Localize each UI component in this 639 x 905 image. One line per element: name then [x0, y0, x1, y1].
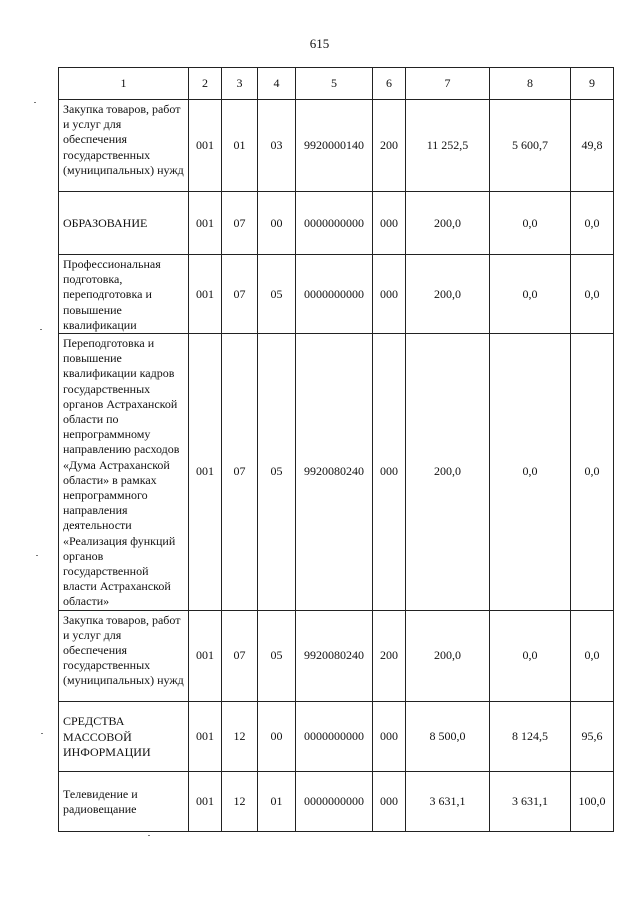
- row-name: СРЕДСТВА МАССОВОЙ ИНФОРМАЦИИ: [59, 701, 189, 771]
- cell-col6: 000: [373, 701, 406, 771]
- cell-col4: 00: [258, 192, 296, 255]
- cell-col6: 000: [373, 334, 406, 611]
- header-cell-1: 1: [59, 68, 189, 100]
- cell-col3: 01: [222, 100, 258, 192]
- cell-col9: 0,0: [571, 192, 614, 255]
- table-row: [59, 255, 614, 334]
- cell-col3: 07: [222, 610, 258, 701]
- table-row: [59, 771, 614, 831]
- cell-col4: 05: [258, 610, 296, 701]
- cell-col4: 03: [258, 100, 296, 192]
- cell-col8: 0,0: [490, 334, 571, 611]
- cell-col5: 0000000000: [296, 255, 373, 334]
- cell-col3: 07: [222, 255, 258, 334]
- cell-col2: 001: [189, 255, 222, 334]
- cell-col6: 200: [373, 610, 406, 701]
- table-row: [59, 610, 614, 701]
- cell-col6: 000: [373, 771, 406, 831]
- budget-table: [58, 67, 614, 832]
- cell-col5: 9920080240: [296, 334, 373, 611]
- header-cell-4: 4: [258, 68, 296, 100]
- cell-col5: 0000000000: [296, 192, 373, 255]
- table-row: [59, 334, 614, 611]
- row-name: ОБРАЗОВАНИЕ: [59, 192, 189, 255]
- table-row: [59, 701, 614, 771]
- cell-col8: 3 631,1: [490, 771, 571, 831]
- cell-col7: 200,0: [406, 192, 490, 255]
- cell-col8: 5 600,7: [490, 100, 571, 192]
- cell-col5: 9920000140: [296, 100, 373, 192]
- scan-speck: [148, 835, 150, 836]
- cell-col7: 200,0: [406, 255, 490, 334]
- header-cell-8: 8: [490, 68, 571, 100]
- cell-col2: 001: [189, 771, 222, 831]
- header-row: [59, 68, 614, 100]
- cell-col4: 05: [258, 255, 296, 334]
- row-name: Закупка товаров, работ и услуг для обеспечения государственных (муниципальных) нужд: [59, 610, 189, 701]
- page-number: 615: [309, 36, 330, 51]
- cell-col7: 11 252,5: [406, 100, 490, 192]
- table-row: [59, 100, 614, 192]
- header-cell-6: 6: [373, 68, 406, 100]
- row-name: Закупка товаров, работ и услуг для обеспечения государственных (муниципальных) нужд: [59, 100, 189, 192]
- cell-col8: 0,0: [490, 192, 571, 255]
- cell-col6: 000: [373, 255, 406, 334]
- scan-speck: [41, 733, 43, 734]
- header-cell-3: 3: [222, 68, 258, 100]
- cell-col9: 0,0: [571, 255, 614, 334]
- cell-col9: 0,0: [571, 334, 614, 611]
- cell-col9: 100,0: [571, 771, 614, 831]
- scan-speck: [34, 102, 36, 103]
- cell-col8: 0,0: [490, 610, 571, 701]
- cell-col2: 001: [189, 334, 222, 611]
- row-name: Переподготовка и повышение квалификации кадров государственных органов Астраханской области по непрограммному направлению расходов «Дума Астраханской области» в рамках непрограммного направления деятельности «Реализация функций органов государственной власти Астраханской области»: [59, 334, 189, 611]
- cell-col7: 3 631,1: [406, 771, 490, 831]
- scan-speck: [36, 555, 38, 556]
- row-name: Профессиональная подготовка, переподготовка и повышение квалификации: [59, 255, 189, 334]
- cell-col4: 01: [258, 771, 296, 831]
- cell-col7: 8 500,0: [406, 701, 490, 771]
- cell-col2: 001: [189, 610, 222, 701]
- cell-col9: 49,8: [571, 100, 614, 192]
- cell-col7: 200,0: [406, 610, 490, 701]
- cell-col2: 001: [189, 192, 222, 255]
- header-cell-2: 2: [189, 68, 222, 100]
- cell-col9: 95,6: [571, 701, 614, 771]
- cell-col8: 8 124,5: [490, 701, 571, 771]
- cell-col2: 001: [189, 100, 222, 192]
- header-cell-7: 7: [406, 68, 490, 100]
- cell-col4: 05: [258, 334, 296, 611]
- scan-speck: [40, 329, 42, 330]
- header-cell-9: 9: [571, 68, 614, 100]
- cell-col5: 0000000000: [296, 701, 373, 771]
- cell-col3: 12: [222, 701, 258, 771]
- cell-col3: 07: [222, 192, 258, 255]
- cell-col7: 200,0: [406, 334, 490, 611]
- header-cell-5: 5: [296, 68, 373, 100]
- cell-col3: 12: [222, 771, 258, 831]
- cell-col6: 200: [373, 100, 406, 192]
- cell-col4: 00: [258, 701, 296, 771]
- cell-col3: 07: [222, 334, 258, 611]
- row-name: Телевидение и радиовещание: [59, 771, 189, 831]
- cell-col8: 0,0: [490, 255, 571, 334]
- table-row: [59, 192, 614, 255]
- cell-col5: 9920080240: [296, 610, 373, 701]
- cell-col9: 0,0: [571, 610, 614, 701]
- cell-col6: 000: [373, 192, 406, 255]
- cell-col5: 0000000000: [296, 771, 373, 831]
- cell-col2: 001: [189, 701, 222, 771]
